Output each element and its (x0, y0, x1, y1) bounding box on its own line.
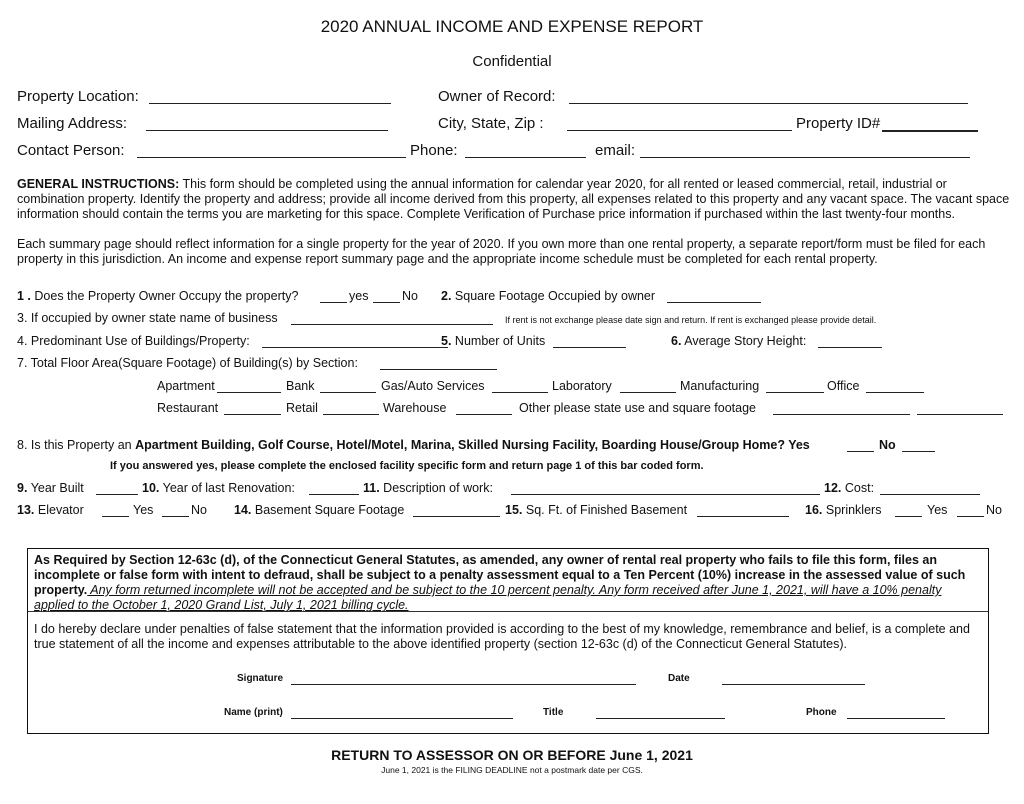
city-state-zip-label: City, State, Zip : (438, 115, 544, 132)
q8-note: If you answered yes, please complete the enclosed facility specific form and return page 1 of this bar coded form. (110, 460, 704, 472)
phone-label: Phone: (410, 142, 458, 159)
phone-field[interactable] (465, 157, 586, 158)
property-location-field[interactable] (149, 103, 391, 104)
use-retail-label: Retail (286, 401, 318, 415)
q1-label: 1 . Does the Property Owner Occupy the property? (17, 289, 299, 303)
q4-label: 4. Predominant Use of Buildings/Property: (17, 334, 250, 348)
q1-no-label: No (402, 289, 418, 303)
owner-of-record-label: Owner of Record: (438, 88, 556, 105)
penalty-bold: As Required by Section 12-63c (d), of the Connecticut General Statutes, as amended, any owner of rental real property who fails to file this form, files an incomplete or false form with intent to defraud, shall be subject to a penalty assessment equal to a Ten Percent (10%) increase in the assessed value of such property. (34, 553, 966, 597)
q5-field[interactable] (553, 347, 626, 348)
q16-no-field[interactable] (957, 516, 984, 517)
q14-field[interactable] (413, 516, 500, 517)
use-laboratory-field[interactable] (620, 392, 676, 393)
date-field[interactable] (722, 684, 865, 685)
use-manufacturing-label: Manufacturing (680, 379, 760, 393)
q16-yes-label: Yes (927, 503, 948, 517)
use-warehouse-field[interactable] (456, 414, 512, 415)
use-other-label: Other please state use and square footage (519, 401, 756, 415)
phone-sig-label: Phone (806, 707, 837, 718)
use-office-field[interactable] (866, 392, 924, 393)
q6-field[interactable] (818, 347, 882, 348)
penalty-statement (34, 553, 982, 613)
q6-label: 6. Average Story Height: (671, 334, 807, 348)
q5-label: 5. Number of Units (441, 334, 546, 348)
use-bank-label: Bank (286, 379, 315, 393)
date-label: Date (668, 673, 690, 684)
q13-yes-field[interactable] (102, 516, 129, 517)
mailing-address-label: Mailing Address: (17, 115, 128, 132)
q10-label: 10. Year of last Renovation: (142, 481, 295, 495)
q16-yes-field[interactable] (895, 516, 922, 517)
owner-of-record-field[interactable] (569, 103, 968, 104)
q2-label: 2. Square Footage Occupied by owner (441, 289, 656, 303)
name-print-label: Name (print) (224, 707, 283, 718)
use-restaurant-label: Restaurant (157, 401, 219, 415)
use-other-field-2[interactable] (917, 414, 1003, 415)
q12-label: 12. Cost: (824, 481, 875, 495)
q9-field[interactable] (96, 494, 138, 495)
q1-no-field[interactable] (373, 302, 400, 303)
contact-person-field[interactable] (137, 157, 406, 158)
q8-no-field[interactable] (902, 451, 935, 452)
declaration-statement: I do hereby declare under penalties of false statement that the information provided is according to the best of my knowledge, remembrance and belief, is a complete and true statement of all the income and expenses attributable to the above identified property (section 12-63c (d) of the Connecticut General Statutes). (34, 622, 970, 651)
q8-label: 8. Is this Property an Apartment Building, Golf Course, Hotel/Motel, Marina, Skilled Nursing Facility, Boarding House/Group Home? Yes (17, 438, 810, 452)
instructions-para2: Each summary page should reflect information for a single property for the year of 2020. If you own more than one rental property, a separate report/form must be filed for each property in this jurisdiction. An income and expense report summary page and the appropriate income schedule must be completed for each rental property. (17, 237, 986, 266)
page-title: 2020 ANNUAL INCOME AND EXPENSE REPORT (320, 17, 704, 36)
q11-label: 11. Description of work: (363, 481, 493, 495)
title-field[interactable] (596, 718, 725, 719)
q7-field[interactable] (380, 369, 497, 370)
q16-label: 16. Sprinklers (805, 503, 882, 517)
use-gas-auto-label: Gas/Auto Services (381, 379, 485, 393)
city-state-zip-field[interactable] (567, 130, 792, 131)
name-print-field[interactable] (291, 718, 513, 719)
instructions-heading: GENERAL INSTRUCTIONS: (17, 177, 180, 191)
use-restaurant-field[interactable] (224, 414, 281, 415)
q14-label: 14. Basement Square Footage (234, 503, 405, 517)
q13-label: 13. Elevator (17, 503, 84, 517)
mailing-address-field[interactable] (146, 130, 388, 131)
use-apartment-field[interactable] (217, 392, 281, 393)
phone-sig-field[interactable] (847, 718, 945, 719)
use-gas-auto-field[interactable] (492, 392, 548, 393)
q11-field[interactable] (511, 494, 820, 495)
q8-yes-field[interactable] (847, 451, 874, 452)
q8-no-label: No (879, 438, 896, 452)
q7-label: 7. Total Floor Area(Square Footage) of Building(s) by Section: (17, 356, 358, 370)
use-warehouse-label: Warehouse (383, 401, 447, 415)
q16-no-label: No (986, 503, 1002, 517)
use-laboratory-label: Laboratory (552, 379, 612, 393)
q1-yes-field[interactable] (320, 302, 347, 303)
q3-field[interactable] (291, 324, 493, 325)
q3-label: 3. If occupied by owner state name of business (17, 311, 278, 325)
penalty-italic: Any form returned incomplete will not be accepted and be subject to the 10 percent penalty. Any form received after June 1, 2021, will have a 10% penalty applied to the October 1, 2020 Grand List, July 1, 2021 billing cycle. (34, 583, 942, 612)
general-instructions (17, 177, 1012, 222)
filing-deadline-note: June 1, 2021 is the FILING DEADLINE not a postmark date per CGS. (381, 765, 643, 775)
title-label: Title (543, 707, 564, 718)
use-bank-field[interactable] (320, 392, 376, 393)
property-id-field[interactable] (882, 130, 978, 132)
q12-field[interactable] (880, 494, 980, 495)
q10-field[interactable] (309, 494, 359, 495)
q3-note: If rent is not exchange please date sign and return. If rent is exchanged please provide detail. (505, 315, 877, 325)
use-retail-field[interactable] (323, 414, 379, 415)
q15-field[interactable] (697, 516, 789, 517)
q2-field[interactable] (667, 302, 761, 303)
property-id-label: Property ID# (796, 115, 881, 132)
q4-field[interactable] (262, 347, 448, 348)
q13-yes-label: Yes (133, 503, 154, 517)
q1-yes-label: yes (349, 289, 369, 303)
email-label: email: (595, 142, 636, 159)
property-location-label: Property Location: (17, 88, 139, 105)
email-field[interactable] (640, 157, 970, 158)
confidential-label: Confidential (472, 53, 552, 70)
q9-label: 9. Year Built (17, 481, 84, 495)
use-office-label: Office (827, 379, 860, 393)
use-apartment-label: Apartment (157, 379, 215, 393)
use-manufacturing-field[interactable] (766, 392, 824, 393)
q13-no-field[interactable] (162, 516, 189, 517)
contact-person-label: Contact Person: (17, 142, 125, 159)
return-deadline: RETURN TO ASSESSOR ON OR BEFORE June 1, 2021 (331, 747, 693, 763)
signature-field[interactable] (291, 684, 636, 685)
signature-label: Signature (237, 673, 284, 684)
q15-label: 15. Sq. Ft. of Finished Basement (505, 503, 688, 517)
instructions-para1: This form should be completed using the annual information for calendar year 2020, for all rented or leased commercial, retail, industrial or combination property. Identify the property and address; provide all income derived from this property, all expenses related to this property and any vacant space. The vacant space information should contain the terms you are marketing for this space. Complete Verification of Purchase price information if purchased within the last twenty-four months. (17, 177, 1010, 221)
use-other-field[interactable] (773, 414, 910, 415)
q13-no-label: No (191, 503, 207, 517)
